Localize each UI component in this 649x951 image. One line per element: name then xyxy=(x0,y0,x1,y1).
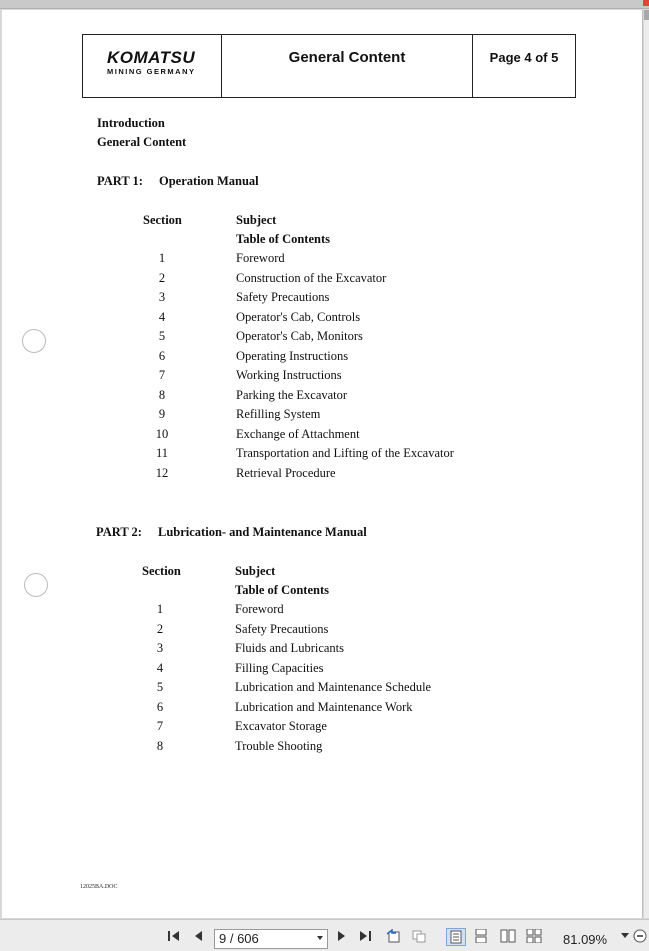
page-number-value: 9 / 606 xyxy=(219,931,259,946)
continuous-facing-icon[interactable] xyxy=(524,928,544,944)
logo-subtitle: MINING GERMANY xyxy=(107,67,196,76)
general-content-heading: General Content xyxy=(97,135,187,149)
section-subject: Parking the Excavator xyxy=(236,387,348,402)
section-subject: Transportation and Lifting of the Excavator xyxy=(236,446,454,460)
section-number: 2 xyxy=(156,621,164,636)
section-number: 12 xyxy=(155,465,169,480)
continuous-icon[interactable] xyxy=(472,928,490,944)
title-cell xyxy=(222,35,473,97)
section-subject: Operator's Cab, Controls xyxy=(236,309,361,324)
last-page-icon[interactable] xyxy=(357,928,373,944)
section-number: 3 xyxy=(158,290,166,304)
section-subject: Safety Precautions xyxy=(236,290,330,304)
section-subject: Fluids and Lubricants xyxy=(235,641,345,655)
facing-icon[interactable] xyxy=(498,928,518,944)
section-number: 5 xyxy=(156,680,164,694)
section-number: 7 xyxy=(158,368,166,382)
document-page xyxy=(2,10,643,918)
section-subject: Construction of the Excavator xyxy=(236,270,387,285)
section-subject: Operator's Cab, Monitors xyxy=(236,329,363,343)
section-number: 6 xyxy=(156,699,164,714)
section-number: 1 xyxy=(156,602,164,616)
section-number: 6 xyxy=(158,348,166,363)
vertical-scrollbar[interactable] xyxy=(644,10,649,918)
komatsu-logo: KOMATSU xyxy=(107,48,196,67)
section-subject: Operating Instructions xyxy=(236,348,349,363)
section-subject: Trouble Shooting xyxy=(235,738,323,753)
part2-label: PART 2: xyxy=(96,525,142,539)
section-subject: Exchange of Attachment xyxy=(236,426,360,441)
part2-section-header: Section xyxy=(142,564,181,578)
close-window-button[interactable] xyxy=(643,0,649,6)
footer-doc-code: 12025BA.DOC xyxy=(80,884,118,890)
section-number: 4 xyxy=(158,309,166,324)
section-number: 8 xyxy=(158,387,166,402)
punch-hole xyxy=(22,329,46,353)
window-top-bar xyxy=(0,0,649,9)
section-number: 11 xyxy=(155,446,169,460)
section-number: 7 xyxy=(156,719,164,733)
section-subject: Lubrication and Maintenance Work xyxy=(235,699,413,714)
part1-toc: Table of Contents xyxy=(236,232,330,246)
section-number: 4 xyxy=(156,660,164,675)
previous-view-icon[interactable] xyxy=(384,928,402,944)
section-number: 2 xyxy=(158,270,166,285)
section-subject: Foreword xyxy=(236,251,285,265)
section-number: 9 xyxy=(158,407,166,421)
next-view-icon[interactable] xyxy=(410,928,428,944)
section-subject: Refilling System xyxy=(236,407,321,421)
zoom-out-icon[interactable] xyxy=(632,928,648,944)
part1-label: PART 1: xyxy=(97,174,143,188)
logo-cell xyxy=(83,35,222,97)
part2-title: Lubrication- and Maintenance Manual xyxy=(158,525,367,539)
section-subject: Lubrication and Maintenance Schedule xyxy=(235,680,432,694)
section-number: 8 xyxy=(156,738,164,753)
section-number: 3 xyxy=(156,641,164,655)
single-page-icon[interactable] xyxy=(446,928,466,946)
page-indicator: Page 4 of 5 xyxy=(489,50,559,65)
part1-title: Operation Manual xyxy=(159,174,259,188)
document-header xyxy=(82,34,576,98)
part2-subject-header: Subject xyxy=(235,564,276,578)
section-number: 5 xyxy=(158,329,166,343)
section-number: 1 xyxy=(158,251,166,265)
section-subject: Retrieval Procedure xyxy=(236,465,336,480)
page-number-input[interactable] xyxy=(214,929,328,949)
document-title: General Content xyxy=(288,49,406,66)
section-subject: Foreword xyxy=(235,602,284,616)
section-subject: Excavator Storage xyxy=(235,719,327,733)
previous-page-icon[interactable] xyxy=(191,928,205,944)
part1-section-header: Section xyxy=(143,213,182,227)
section-subject: Filling Capacities xyxy=(235,660,324,675)
viewer-toolbar xyxy=(0,919,649,951)
section-number: 10 xyxy=(155,426,169,441)
section-subject: Working Instructions xyxy=(236,368,342,382)
section-subject: Safety Precautions xyxy=(235,621,329,636)
part2-toc: Table of Contents xyxy=(235,583,329,597)
part1-subject-header: Subject xyxy=(236,213,277,227)
zoom-dropdown-icon[interactable] xyxy=(620,928,630,944)
scrollbar-thumb[interactable] xyxy=(644,10,649,20)
first-page-icon[interactable] xyxy=(166,928,182,944)
zoom-level[interactable]: 81.09% xyxy=(563,932,608,947)
page-cell xyxy=(473,35,575,97)
punch-hole xyxy=(24,573,48,597)
chevron-down-icon[interactable] xyxy=(317,936,323,940)
next-page-icon[interactable] xyxy=(335,928,349,944)
intro-heading: Introduction xyxy=(97,116,165,130)
